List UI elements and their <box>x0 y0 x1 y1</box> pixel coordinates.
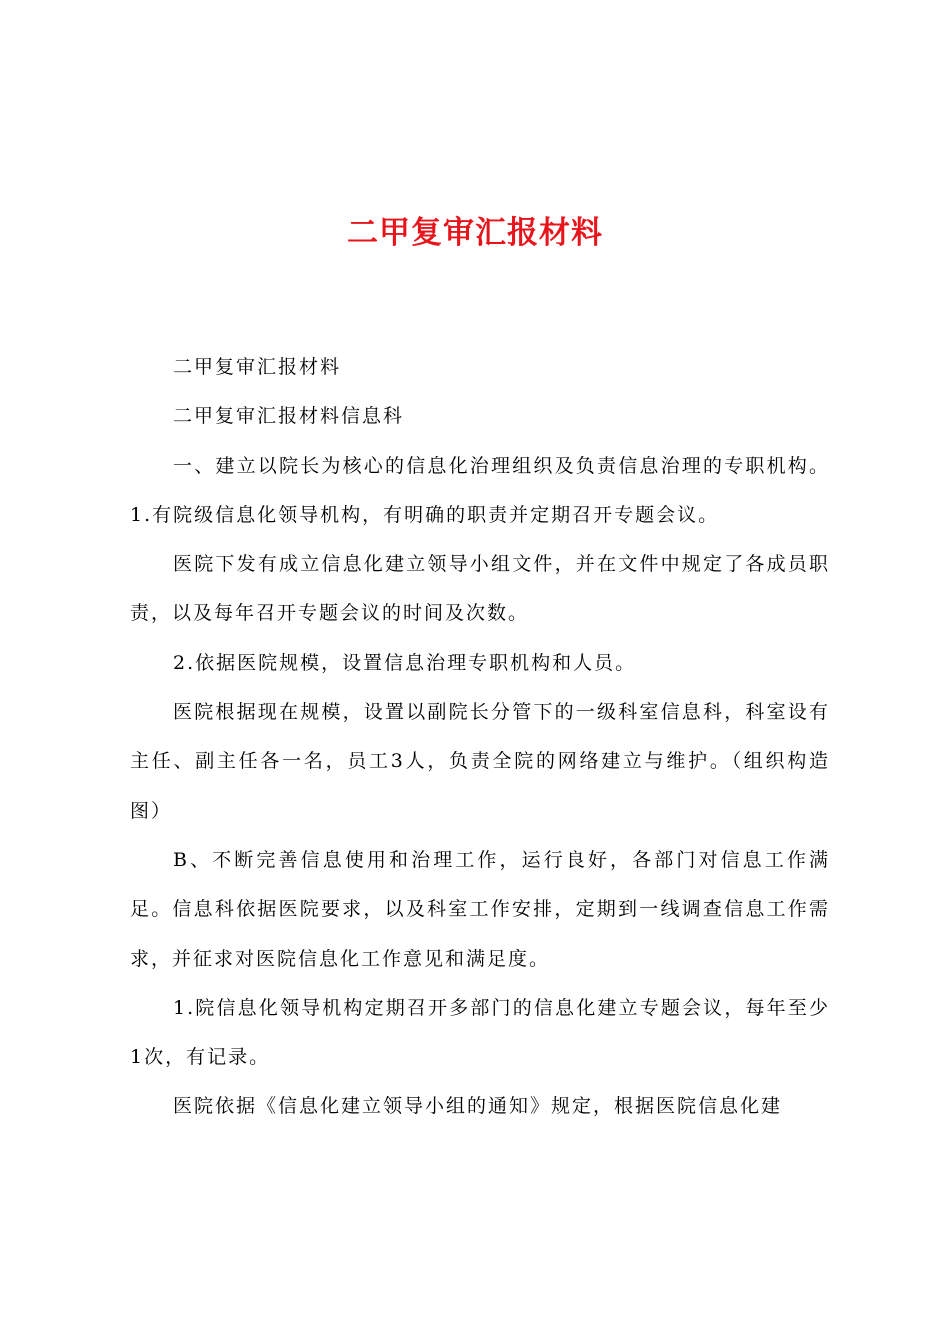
document-title: 二甲复审汇报材料 <box>347 215 603 251</box>
paragraph-5: 2.依据医院规模，设置信息治理专职机构和人员。 <box>173 651 637 674</box>
document-body <box>130 343 830 1132</box>
paragraph-7: B、不断完善信息使用和治理工作，运行良好，各部门对信息工作满足。信息科依据医院要求，以及科室工作安排，定期到一线调查信息工作需求，并征求对医院信息化工作意见和满足度。 <box>130 848 830 970</box>
paragraph-8: 1.院信息化领导机构定期召开多部门的信息化建立专题会议，每年至少1次，有记录。 <box>130 996 830 1069</box>
paragraph-4: 医院下发有成立信息化建立领导小组文件，并在文件中规定了各成员职责，以及每年召开专题会议的时间及次数。 <box>130 553 830 625</box>
paragraph-2: 二甲复审汇报材料信息科 <box>173 405 405 428</box>
paragraph-1: 二甲复审汇报材料 <box>173 356 342 378</box>
paragraph-9: 医院依据《信息化建立领导小组的通知》规定，根据医院信息化建 <box>173 1095 783 1118</box>
paragraph-6: 医院根据现在规模，设置以副院长分管下的一级科室信息科，科室设有主任、副主任各一名，员工3人，负责全院的网络建立与维护。（组织构造图） <box>130 701 830 822</box>
paragraph-3: 一、建立以院长为核心的信息化治理组织及负责信息治理的专职机构。1.有院级信息化领导机构，有明确的职责并定期召开专题会议。 <box>130 454 830 526</box>
